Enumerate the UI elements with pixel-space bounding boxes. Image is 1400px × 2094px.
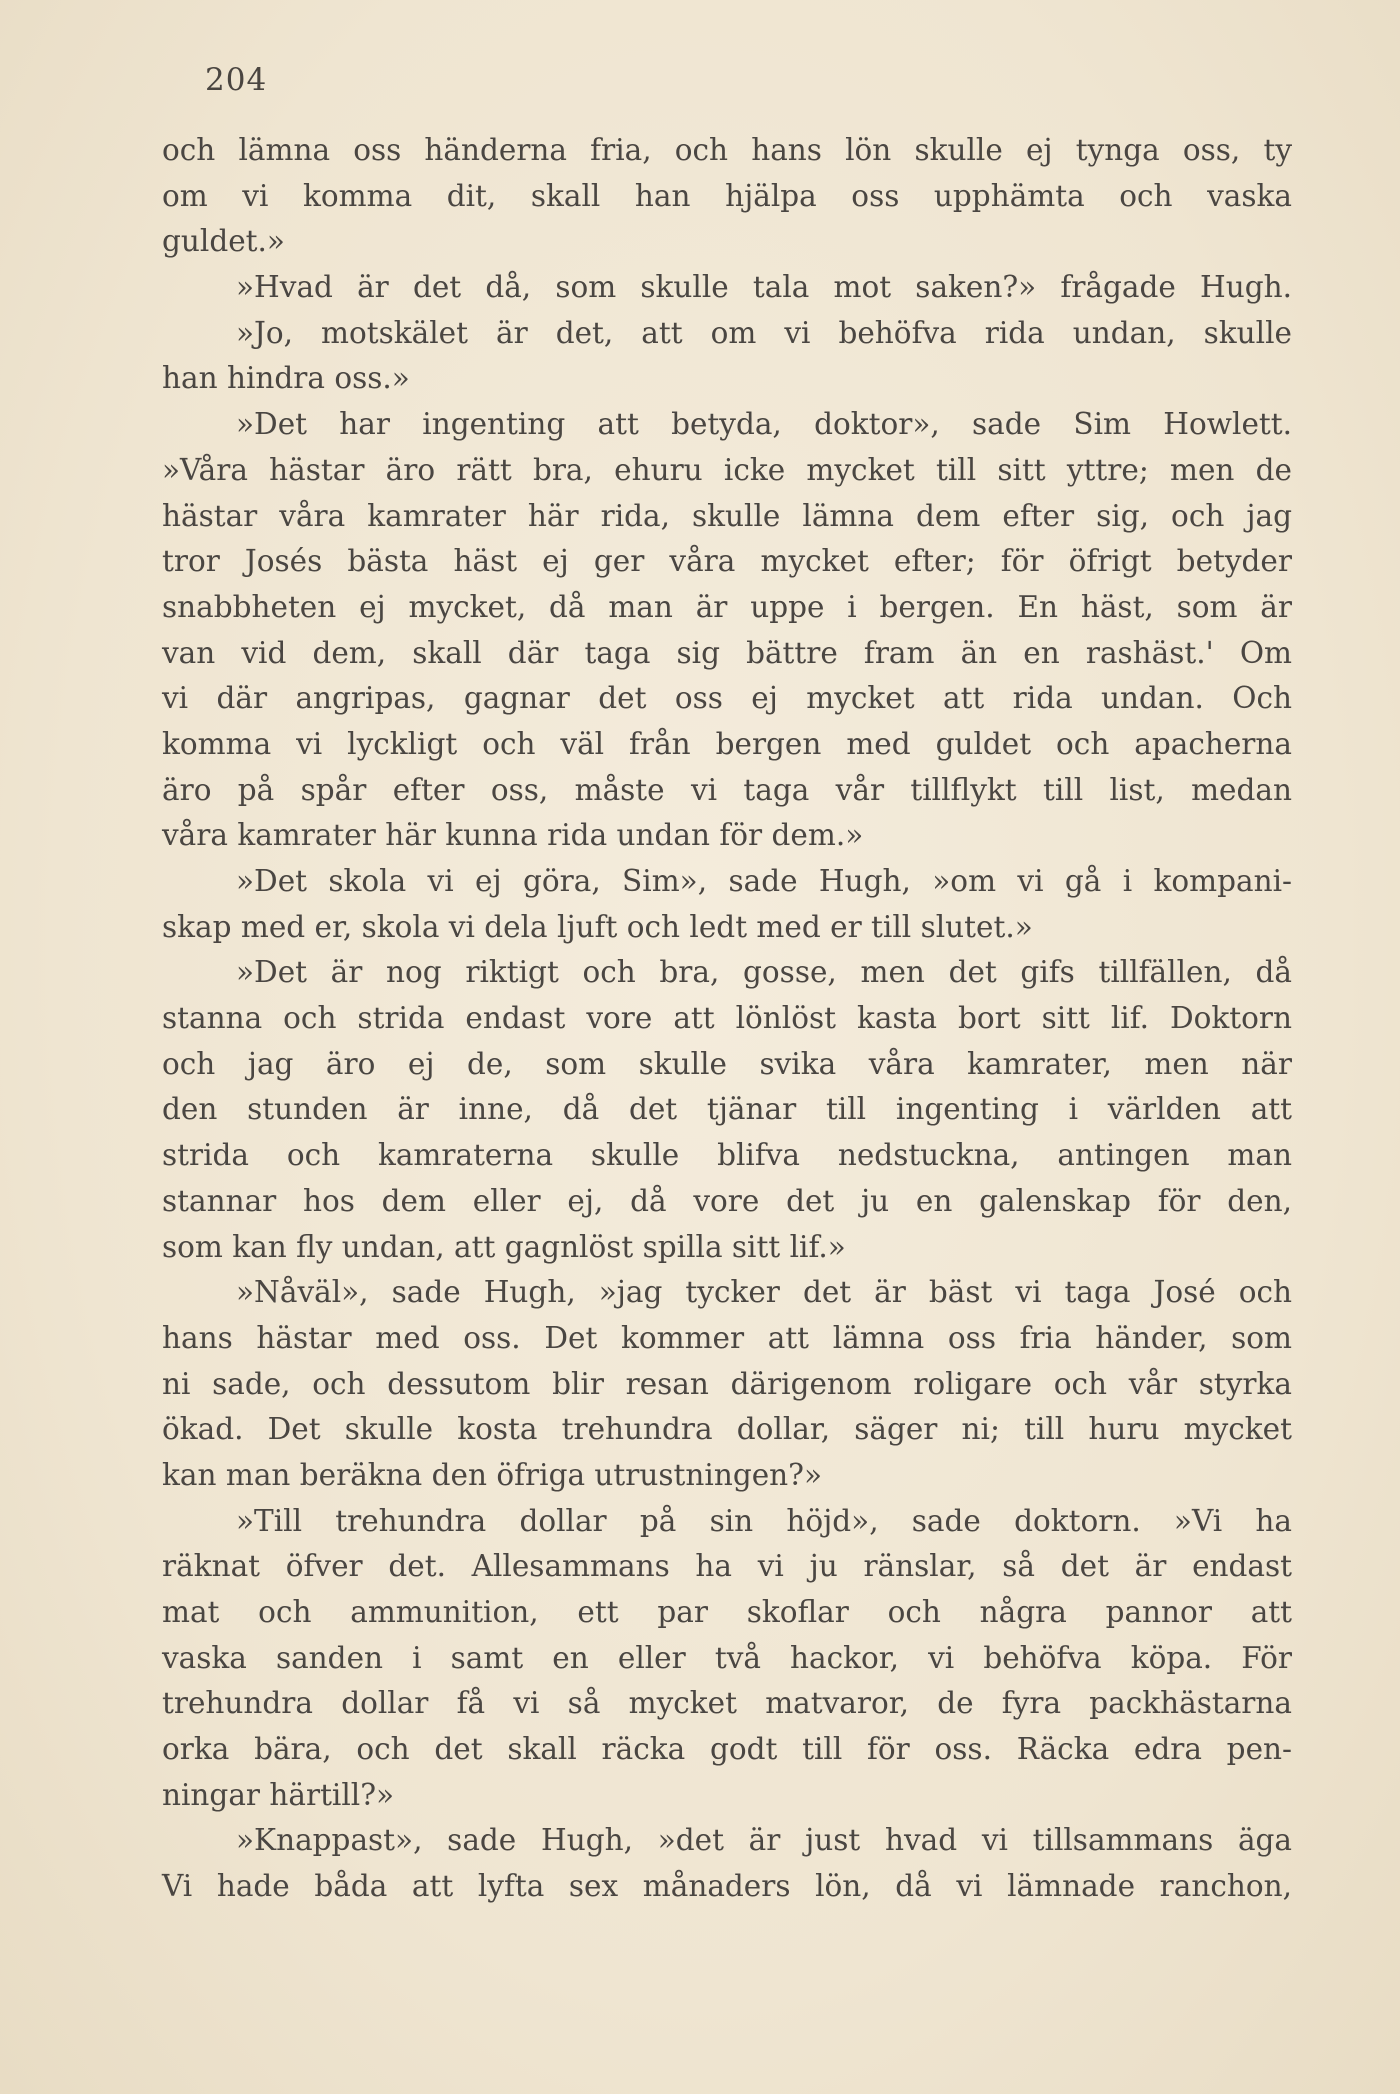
text-line: våra kamrater här kunna rida undan för dem.»: [162, 818, 864, 853]
text-line: ökad. Det skulle kosta trehundra dollar, säger ni; till huru mycket: [162, 1412, 1292, 1447]
text-line: komma vi lyckligt och väl från bergen med guldet och apacherna: [162, 726, 1292, 761]
text-line: om vi komma dit, skall han hjälpa oss upphämta och vaska: [162, 178, 1292, 213]
text-line: äro på spår efter oss, måste vi taga vår tillflykt till list, medan: [162, 772, 1292, 807]
text-line: stanna och strida endast vore att lönlöst kasta bort sitt lif. Doktorn: [162, 1001, 1292, 1036]
text-line: som kan fly undan, att gagnlöst spilla sitt lif.»: [162, 1229, 846, 1264]
text-line: orka bära, och det skall räcka godt till för oss. Räcka edra pen-: [162, 1732, 1292, 1767]
text-line: »Det skola vi ej göra, Sim», sade Hugh, »om vi gå i kompani-: [236, 864, 1292, 898]
text-line: vaska sanden i samt en eller två hackor, vi behöfva köpa. För: [162, 1640, 1292, 1675]
text-line: hästar våra kamrater här rida, skulle lämna dem efter sig, och jag: [162, 498, 1292, 533]
text-line: snabbheten ej mycket, då man är uppe i bergen. En häst, som är: [162, 589, 1292, 624]
text-line: tror Josés bästa häst ej ger våra mycket efter; för öfrigt betyder: [162, 544, 1292, 579]
text-line: »Knappast», sade Hugh, »det är just hvad vi tillsammans äga: [236, 1823, 1292, 1858]
text-line: »Nåväl», sade Hugh, »jag tycker det är bäst vi taga José och: [236, 1275, 1292, 1310]
text-line: stannar hos dem eller ej, då vore det ju en galenskap för den,: [162, 1183, 1292, 1218]
text-line: »Det är nog riktigt och bra, gosse, men det gifs tillfällen, då: [236, 955, 1292, 990]
text-line: ningar härtill?»: [162, 1777, 395, 1812]
page-number: 204: [205, 62, 268, 98]
text-line: mat och ammunition, ett par skoflar och några pannor att: [162, 1595, 1292, 1629]
text-line: Vi hade båda att lyfta sex månaders lön, då vi lämnade ranchon,: [162, 1869, 1292, 1904]
body-text: [162, 128, 1292, 1910]
text-line: han hindra oss.»: [162, 361, 410, 396]
text-line: skap med er, skola vi dela ljuft och ledt med er till slutet.»: [162, 909, 1033, 944]
text-line: van vid dem, skall där taga sig bättre fram än en rashäst.' Om: [162, 635, 1292, 670]
text-line: och jag äro ej de, som skulle svika våra kamrater, men när: [162, 1046, 1292, 1081]
text-line: guldet.»: [162, 224, 285, 259]
text-line: den stunden är inne, då det tjänar till ingenting i världen att: [162, 1092, 1292, 1127]
text-line: räknat öfver det. Allesammans ha vi ju ränslar, så det är endast: [162, 1549, 1292, 1584]
text-line: kan man beräkna den öfriga utrustningen?»: [162, 1457, 823, 1492]
text-line: hans hästar med oss. Det kommer att lämna oss fria händer, som: [162, 1320, 1292, 1355]
text-line: strida och kamraterna skulle blifva nedstuckna, antingen man: [162, 1138, 1292, 1173]
text-line: »Hvad är det då, som skulle tala mot saken?» frågade Hugh.: [236, 270, 1292, 305]
text-line: »Våra hästar äro rätt bra, ehuru icke mycket till sitt yttre; men de: [162, 452, 1292, 487]
text-line: »Det har ingenting att betyda, doktor», sade Sim Howlett.: [236, 407, 1292, 442]
text-line: vi där angripas, gagnar det oss ej mycket att rida undan. Och: [162, 681, 1292, 716]
text-line: och lämna oss händerna fria, och hans lön skulle ej tynga oss, ty: [162, 133, 1292, 167]
text-line: »Till trehundra dollar på sin höjd», sade doktorn. »Vi ha: [236, 1503, 1292, 1538]
text-line: ni sade, och dessutom blir resan därigenom roligare och vår styrka: [162, 1366, 1292, 1401]
text-line: trehundra dollar få vi så mycket matvaror, de fyra packhästarna: [162, 1686, 1292, 1721]
text-line: »Jo, motskälet är det, att om vi behöfva rida undan, skulle: [236, 315, 1292, 350]
